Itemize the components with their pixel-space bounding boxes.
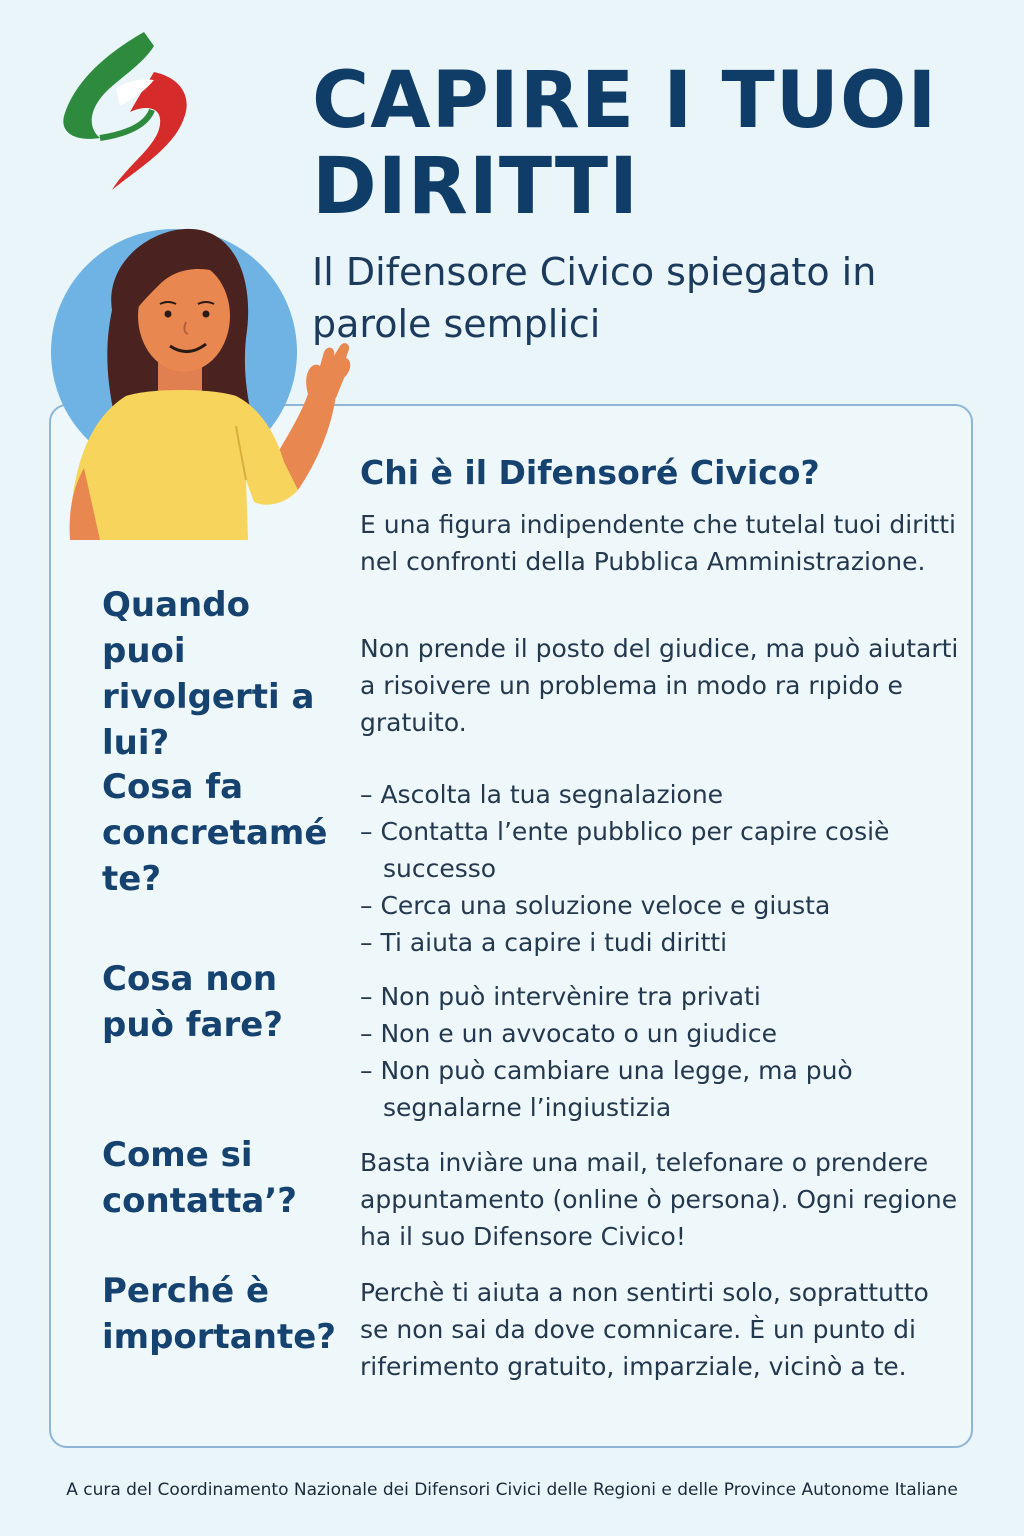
non-fa-list: [360, 978, 960, 1126]
intro-paragraph-1: [360, 506, 960, 580]
page-subtitle: Il Difensore Civico spiegato in parole semplici: [312, 250, 877, 346]
waving-woman-illustration: [40, 218, 370, 540]
footer-credit: A cura del Coordinamento Nazionale dei Difensori Civici delle Regioni e delle Province Autonome Italiane: [66, 1480, 958, 1500]
list-item: – Non e un avvocato o un giudice: [360, 1015, 960, 1052]
page-title: CAPIRE I TUOI DIRITTI: [312, 56, 938, 232]
importante-text: Perchè ti aiuta a non sentirti solo, soprattutto se non sai da dove comnicare. È un punto di riferimento gratuito, imparziale, vicinò a te.: [360, 1278, 929, 1381]
list-item: – Non può intervènire tra privati: [360, 978, 960, 1015]
list-item: – Non può cambiare una legge, ma può segnalarne l’ingiustizia: [360, 1052, 960, 1126]
list-item: – Contatta l’ente pubblico per capire cosiè successo: [360, 813, 960, 887]
importante-answer: [360, 1274, 960, 1385]
intro-paragraph-2: [360, 630, 960, 741]
question-cosa-fa: Cosa fa concretamé te?: [102, 767, 328, 899]
intro-heading: Chi è il Difensoré Civico?: [360, 453, 820, 492]
contatto-text: Basta inviàre una mail, telefonare o prendere appuntamento (online ò persona). Ogni regione ha il suo Difensore Civico!: [360, 1148, 958, 1251]
question-contatto: Come si contatta’?: [102, 1135, 298, 1221]
question-quando: Quando puoi rivolgerti a lui?: [102, 585, 315, 763]
list-item: – Ascolta la tua segnalazione: [360, 776, 960, 813]
question-non-fa: Cosa non può fare?: [102, 959, 284, 1045]
question-importante: Perché è importante?: [102, 1271, 336, 1357]
list-item: – Cerca una soluzione veloce e giusta: [360, 887, 960, 924]
logo-icon: [56, 26, 196, 196]
intro-text-1: E una figura indipendente che tutelal tuoi diritti nel confronti della Pubblica Amministrazione.: [360, 510, 956, 576]
cosa-fa-list: [360, 776, 960, 961]
contatto-answer: [360, 1144, 960, 1255]
list-item: – Ti aiuta a capire i tudi diritti: [360, 924, 960, 961]
intro-text-2: Non prende il posto del giudice, ma può aiutarti a risoivere un problema in modo ra rıpido e gratuito.: [360, 634, 959, 737]
